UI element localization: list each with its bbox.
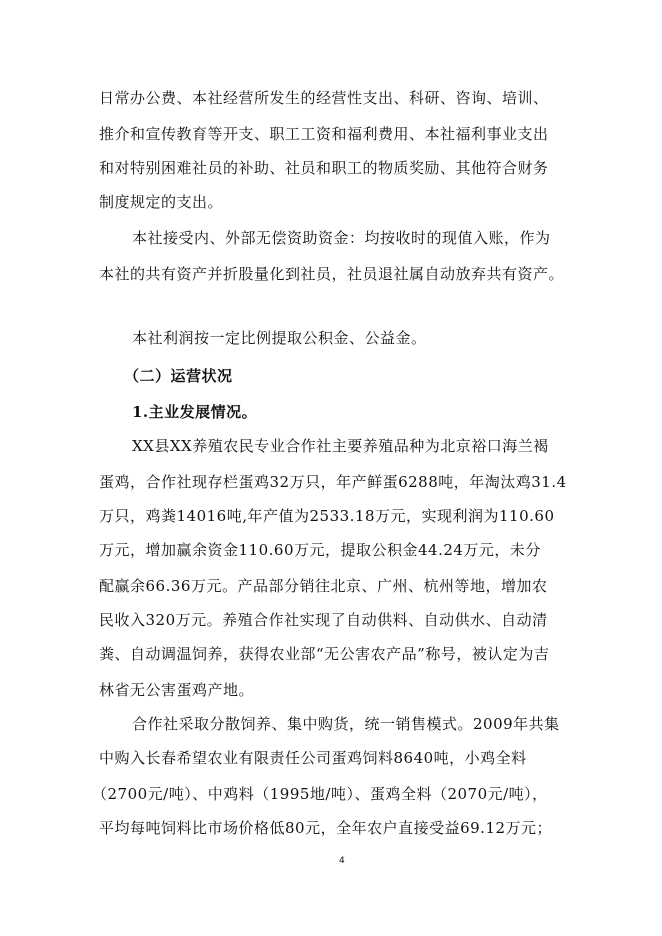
text-line: 平均每吨饲料比市场价格低80元，全年农户直接受益69.12万元；	[99, 819, 553, 837]
text-line: 万只，鸡粪14016吨,年产值为2533.18万元，实现利润为110.60	[99, 507, 555, 525]
text-line: 民收入320万元。养殖合作社实现了自动供料、自动供水、自动清	[99, 611, 548, 629]
text-line: 制度规定的支出。	[99, 193, 224, 211]
text-line: 配赢余66.36万元。产品部分销往北京、广州、杭州等地，增加农	[99, 577, 548, 595]
text-line: 本社利润按一定比例提取公积金、公益金。	[132, 329, 427, 347]
text-line: 万元，增加赢余资金110.60万元，提取公积金44.24万元，未分	[99, 541, 541, 559]
text-line: 日常办公费、本社经营所发生的经营性支出、科研、咨询、培训、	[99, 89, 549, 107]
text-line: （2700元/吨）、中鸡料（1995地/吨）、蛋鸡全料（2070元/吨），	[92, 785, 548, 803]
text-line: XX县XX养殖农民专业合作社主要养殖品种为北京裕口海兰褐	[132, 437, 549, 455]
page-number: 4	[339, 856, 345, 866]
text-line: 林省无公害蛋鸡产地。	[99, 681, 255, 699]
text-line: 和对特别困难社员的补助、社员和职工的物质奖励、其他符合财务	[99, 159, 549, 177]
text-line: 蛋鸡，合作社现存栏蛋鸡32万只，年产鲜蛋6288吨，年淘汰鸡31.4	[99, 473, 567, 491]
text-line: 推介和宣传教育等开支、职工工资和福利费用、本社福利事业支出	[99, 125, 549, 143]
text-line: 本社的共有资产并折股量化到社员，社员退社属自动放弃共有资产。	[99, 265, 565, 283]
text-line: 中购入长春希望农业有限责任公司蛋鸡饲料8640吨，小鸡全料	[99, 749, 527, 767]
text-line: 粪、自动调温饲养，获得农业部“无公害农产品”称号，被认定为吉	[99, 645, 550, 663]
subsection-heading: 1.主业发展情况。	[132, 403, 258, 421]
text-line: 合作社采取分散饲养、集中购货，统一销售模式。2009年共集	[132, 715, 560, 733]
section-heading: （二）运营状况	[124, 367, 233, 385]
text-line: 本社接受内、外部无偿资助资金：均按收时的现值入账，作为	[132, 229, 551, 247]
